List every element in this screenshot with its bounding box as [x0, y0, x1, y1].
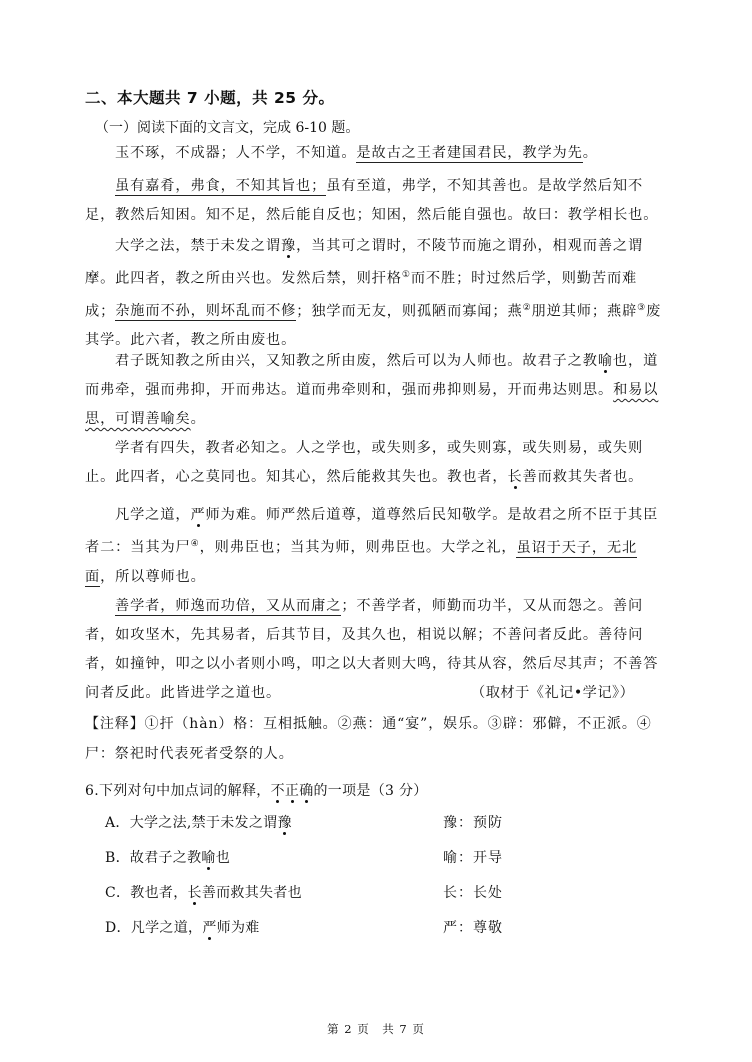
- option-explanation: 喻：开导: [443, 850, 503, 866]
- footnote-marker: ②: [522, 302, 532, 313]
- underlined-sentence: 虽诏于天子，无北: [516, 539, 638, 556]
- passage-line: 其学。此六者，教之所由废也。: [85, 332, 297, 349]
- annotation-line: 【注释】①扞（hàn）格：互相抵触。②燕：通“宴”，娱乐。③辟：邪僻，不正派。④: [85, 716, 652, 732]
- passage-paragraph-6: [85, 501, 667, 592]
- passage-line: 者二：当其为尸④，则弗臣也；当其为师，则弗臣也。大学之礼，虽诏于天子，无北: [85, 539, 638, 556]
- underlined-sentence: 善学者，师逸而功倍，又从而庸之: [115, 598, 342, 614]
- dotted-word-yu2: 喻: [597, 353, 613, 369]
- underlined-sentence: 是故古之王者建国君民，教学为先: [356, 145, 583, 161]
- dotted-word: 严: [202, 920, 217, 936]
- dotted-word: 喻: [201, 850, 216, 866]
- option-d[interactable]: D．凡学之道，严师为难 严：尊敬: [105, 917, 625, 952]
- dotted-word-zhang: 长: [507, 469, 523, 485]
- option-explanation: 豫：预防: [443, 815, 503, 831]
- annotations: [85, 709, 685, 769]
- page-footer: 第 2 页 共 7 页: [327, 1022, 425, 1036]
- passage-line: 问者反此。此皆进学之道也。 （取材于《礼记•学记》）: [85, 679, 667, 708]
- passage-line: 善学者，师逸而功倍，又从而庸之；不善学者，师勤而功半，又从而怨之。善问: [115, 598, 644, 614]
- dotted-word: 长: [187, 885, 202, 901]
- passage-line: 摩。此四者，教之所由兴也。发然后禁，则扞格①而不胜；时过然后学，则勤苦而难: [85, 270, 638, 287]
- passage-paragraph-2: [85, 172, 667, 230]
- passage-line: 而弗牵，强而弗抑，开而弗达。道而弗牵则和，强而弗抑则易，开而弗达则思。和易以: [85, 382, 659, 398]
- passage-paragraph-3: [85, 232, 667, 355]
- passage-line: 玉不琢，不成器；人不学，不知道。是故古之王者建国君民，教学为先。: [115, 145, 598, 161]
- annotation-line: 尸：祭祀时代表死者受祭的人。: [85, 746, 294, 762]
- passage-paragraph-7-lines: [85, 592, 667, 708]
- reading-instruction: （一）阅读下面的文言文，完成 6-10 题。: [95, 120, 360, 136]
- dotted-char: 确: [299, 783, 314, 799]
- option-explanation: 严：尊敬: [443, 920, 503, 936]
- passage-line: 面，所以尊师也。: [85, 568, 206, 585]
- dotted-char: 不: [270, 783, 285, 799]
- footnote-marker: ①: [401, 270, 411, 280]
- passage-line: 止。此四者，心之莫同也。知其心，然后能救其失也。教也者，长善而救其失者也。: [85, 469, 644, 485]
- underlined-sentence: 面: [85, 568, 101, 585]
- section-title: 二、本大题共 7 小题，共 25 分。: [85, 89, 335, 107]
- option-a[interactable]: A．大学之法,禁于未发之谓豫 豫：预防: [105, 812, 625, 847]
- passage-line: 者，如攻坚木，先其易者，后其节目，及其久也，相说以解；不善问者反此。善待问: [85, 627, 644, 643]
- passage-line: 学者有四失，教者必知之。人之学也，或失则多，或失则寡，或失则易，或失则: [115, 440, 644, 456]
- passage-line: 大学之法，禁于未发之谓豫，当其可之谓时，不陵节而施之谓孙，相观而善之谓: [115, 238, 644, 254]
- wavy-underlined-sentence: 和易以: [613, 382, 659, 398]
- passage-paragraph-1: [85, 139, 667, 168]
- option-c[interactable]: C．教也者，长善而救其失者也 长：长处: [105, 882, 625, 917]
- underlined-sentence: 杂施而不孙，则坏乱而不修: [115, 303, 297, 320]
- wavy-underlined-sentence: 思，可谓善喻矣: [85, 411, 191, 427]
- passage-paragraph-5: [85, 434, 667, 492]
- passage-paragraph-4: [85, 347, 667, 434]
- dotted-word: 豫: [277, 815, 292, 831]
- source-citation: （取材于《礼记•学记》）: [471, 685, 635, 701]
- passage-line: 成；杂施而不孙，则坏乱而不修；独学而无友，则孤陋而寡闻；燕②朋逆其师；燕辟③废: [85, 302, 662, 320]
- passage-line: 凡学之道，严师为难。师严然后道尊，道尊然后民知敬学。是故君之所不臣于其臣: [115, 507, 659, 523]
- footnote-marker: ④: [190, 539, 200, 549]
- passage-line: 足，教然后知困。知不足，然后能自反也；知困，然后能自强也。故曰：教学相长也。: [85, 207, 659, 223]
- passage-line: 者，如撞钟，叩之以小者则小鸣，叩之以大者则大鸣，待其从容，然后尽其声；不善答: [85, 656, 659, 672]
- dotted-word-yan: 严: [190, 507, 206, 523]
- passage-line: 君子既知教之所由兴，又知教之所由废，然后可以为人师也。故君子之教喻也，道: [115, 353, 659, 369]
- passage-line: 思，可谓善喻矣。: [85, 411, 206, 427]
- option-explanation: 长：长处: [443, 885, 503, 901]
- footnote-marker: ③: [637, 302, 647, 313]
- dotted-char: 正: [284, 783, 300, 799]
- question-6-stem: 6.下列对句中加点词的解释，不正确的一项是（3 分）: [85, 783, 428, 799]
- dotted-word-yu: 豫: [280, 238, 297, 254]
- passage-line: 虽有嘉肴，弗食，不知其旨也；虽有至道，弗学，不知其善也。是故学然后知不: [115, 178, 644, 194]
- option-b[interactable]: B．故君子之教喻也 喻：开导: [105, 847, 625, 882]
- underlined-sentence: 虽有嘉肴，弗食，不知其旨也；: [115, 178, 327, 194]
- question-6-options: [105, 812, 625, 952]
